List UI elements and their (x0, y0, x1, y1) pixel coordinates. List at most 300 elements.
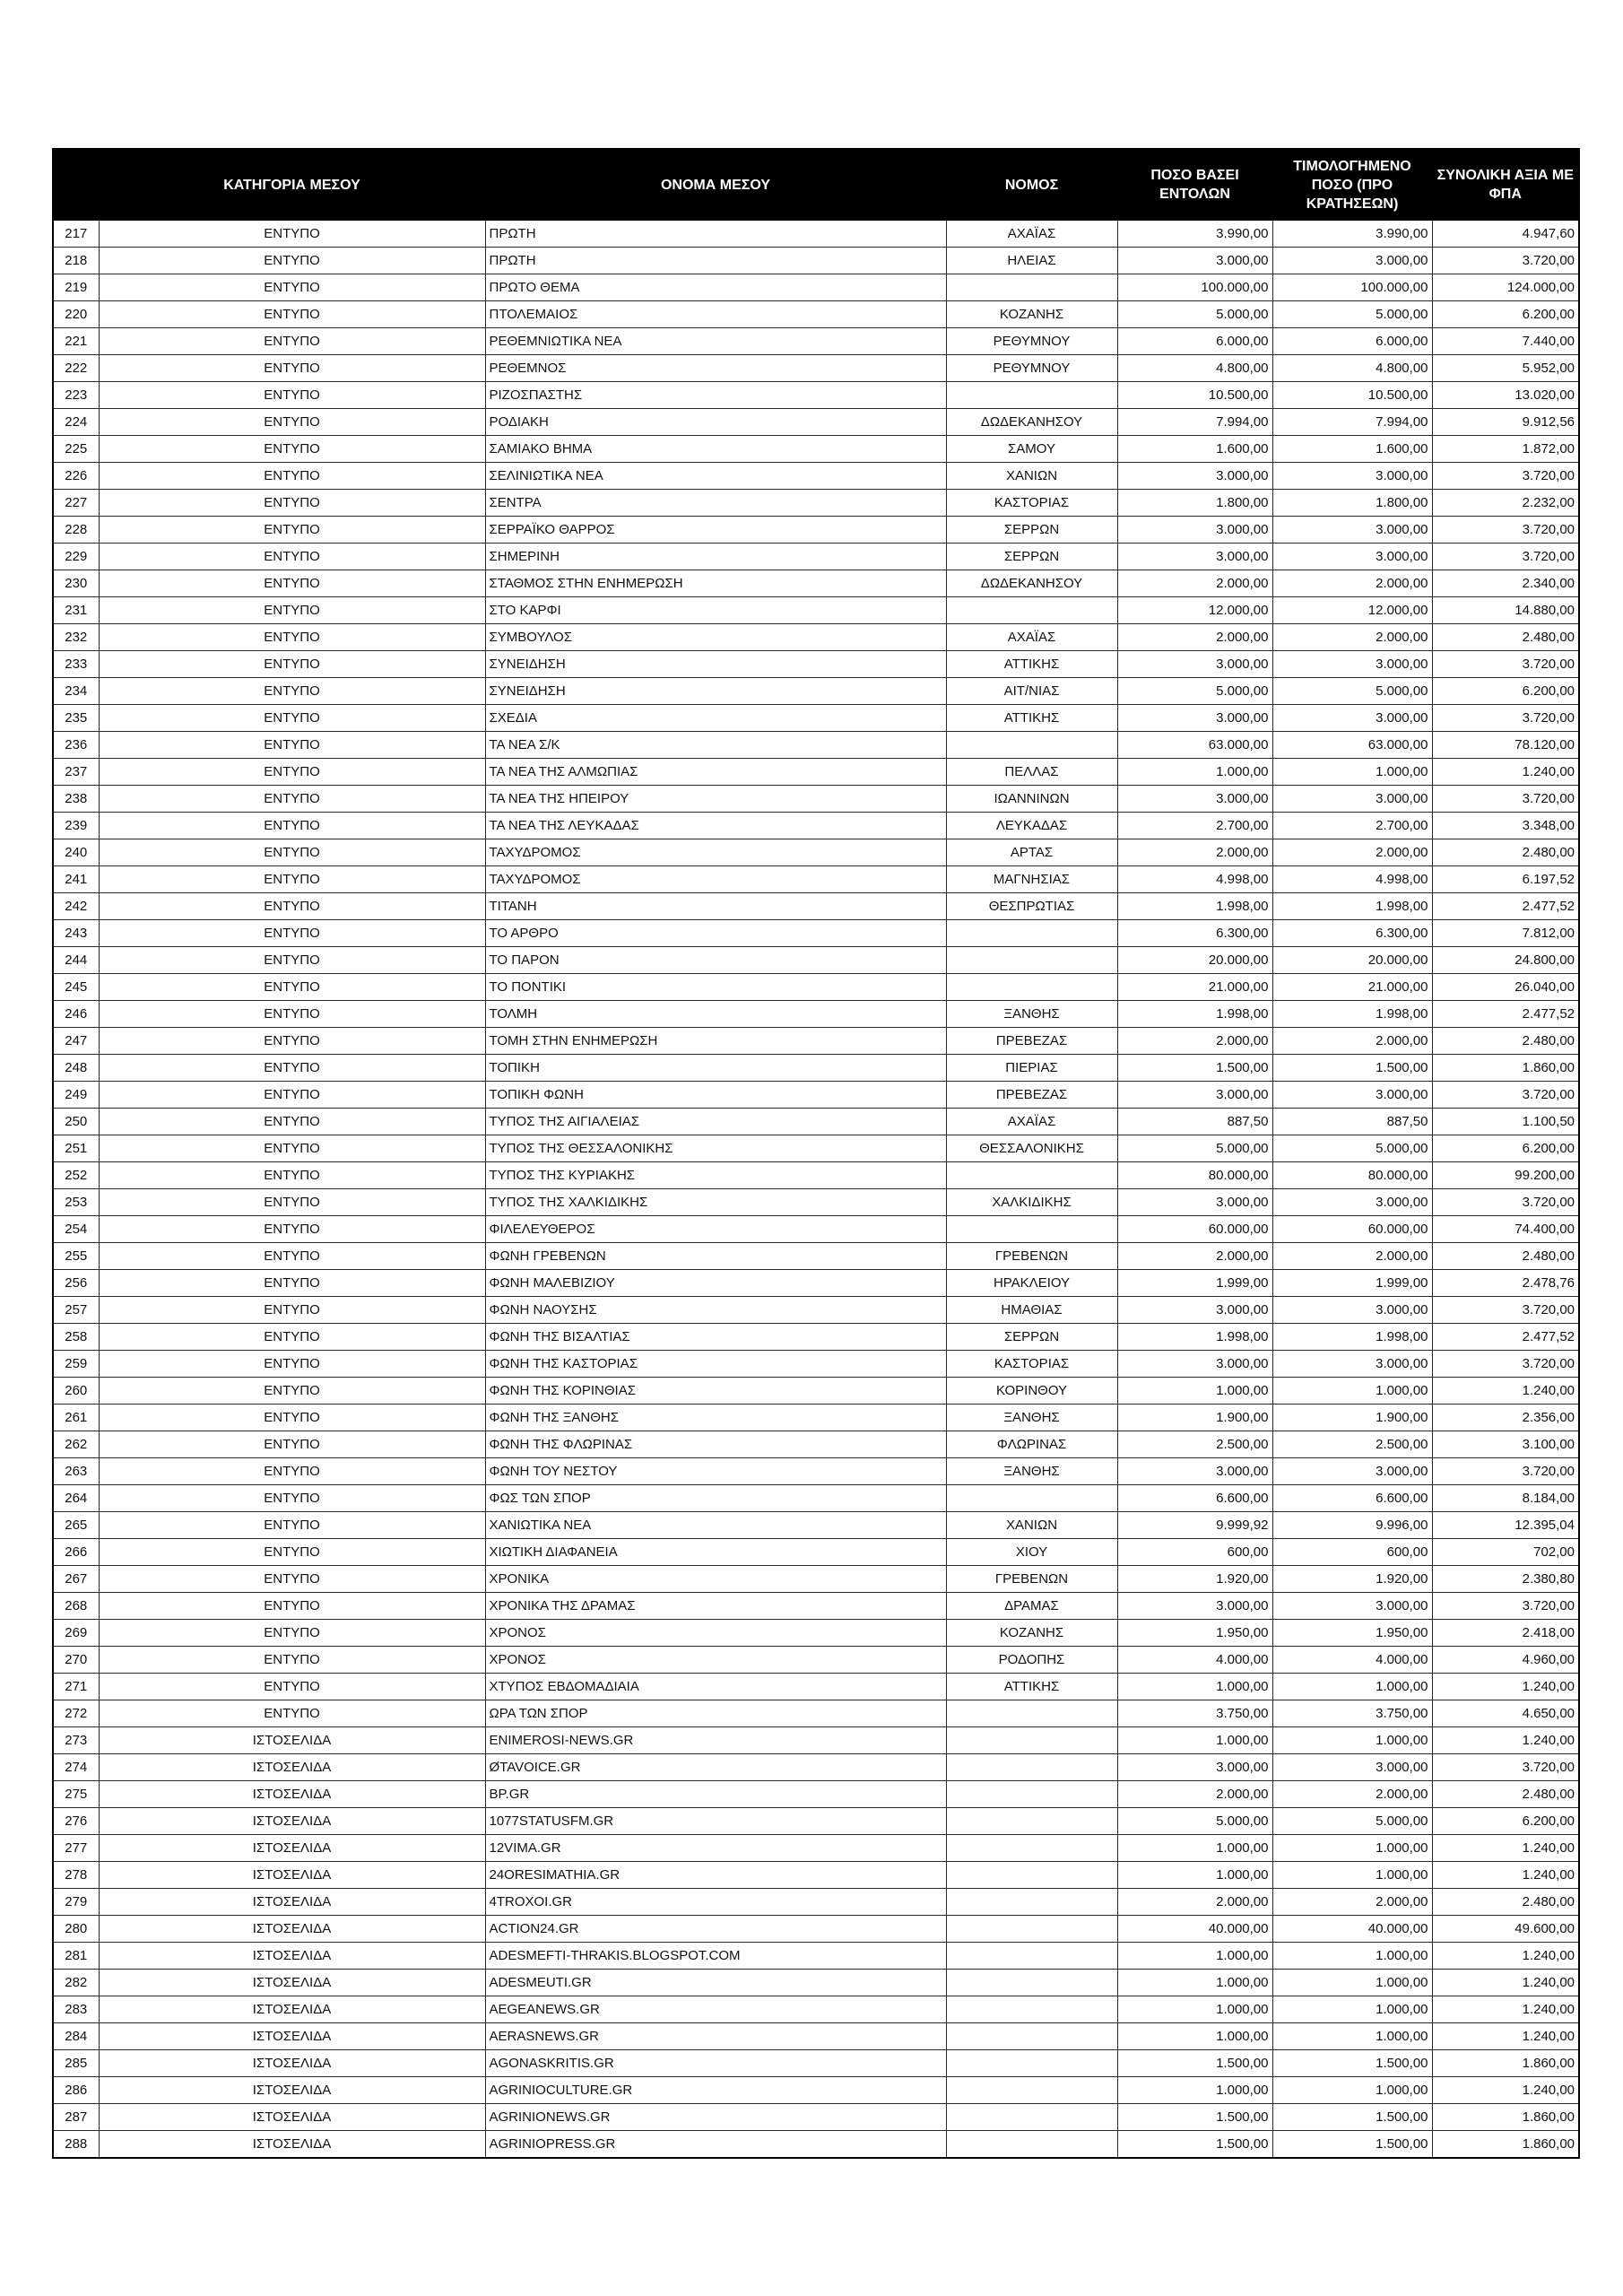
cell-row-number: 281 (53, 1943, 99, 1970)
cell-prefecture (946, 2077, 1117, 2104)
table-row (53, 1405, 1579, 1431)
cell-prefecture: ΛΕΥΚΑΔΑΣ (946, 813, 1117, 839)
cell-amount-orders: 6.300,00 (1117, 920, 1272, 947)
cell-category: ΕΝΤΥΠΟ (99, 1674, 485, 1700)
cell-amount-invoiced: 5.000,00 (1272, 1135, 1432, 1162)
cell-category: ΙΣΤΟΣΕΛΙΔΑ (99, 2104, 485, 2131)
cell-amount-invoiced: 1.000,00 (1272, 1378, 1432, 1405)
cell-category: ΕΝΤΥΠΟ (99, 409, 485, 436)
cell-amount-invoiced: 4.800,00 (1272, 355, 1432, 382)
cell-amount-orders: 60.000,00 (1117, 1216, 1272, 1243)
cell-prefecture: ΠΡΕΒΕΖΑΣ (946, 1082, 1117, 1109)
cell-amount-orders: 10.500,00 (1117, 382, 1272, 409)
cell-amount-orders: 1.998,00 (1117, 893, 1272, 920)
cell-media-name: ΧΙΩΤΙΚΗ ΔΙΑΦΑΝΕΙΑ (485, 1539, 946, 1566)
cell-media-name: ADESMEFTI-THRAKIS.BLOGSPOT.COM (485, 1943, 946, 1970)
cell-amount-orders: 1.500,00 (1117, 2104, 1272, 2131)
table-row (53, 1458, 1579, 1485)
cell-amount-orders: 3.000,00 (1117, 1458, 1272, 1485)
cell-amount-invoiced: 21.000,00 (1272, 974, 1432, 1001)
cell-row-number: 280 (53, 1916, 99, 1943)
cell-amount-invoiced: 3.000,00 (1272, 786, 1432, 813)
cell-row-number: 279 (53, 1889, 99, 1916)
cell-category: ΕΝΤΥΠΟ (99, 1512, 485, 1539)
table-row (53, 920, 1579, 947)
cell-category: ΕΝΤΥΠΟ (99, 1324, 485, 1351)
cell-amount-invoiced: 2.000,00 (1272, 1028, 1432, 1055)
cell-amount-orders: 3.000,00 (1117, 1754, 1272, 1781)
cell-media-name: ΣΑΜΙΑΚΟ ΒΗΜΑ (485, 436, 946, 463)
cell-amount-orders: 1.950,00 (1117, 1620, 1272, 1647)
cell-amount-orders: 9.999,92 (1117, 1512, 1272, 1539)
cell-media-name: AEGEANEWS.GR (485, 1996, 946, 2023)
cell-total-vat: 2.232,00 (1432, 490, 1579, 517)
cell-media-name: ΦΩΝΗ ΤΗΣ ΚΑΣΤΟΡΙΑΣ (485, 1351, 946, 1378)
cell-amount-orders: 4.000,00 (1117, 1647, 1272, 1674)
cell-amount-orders: 1.000,00 (1117, 1835, 1272, 1862)
cell-amount-invoiced: 2.000,00 (1272, 624, 1432, 651)
cell-category: ΕΝΤΥΠΟ (99, 570, 485, 597)
table-row (53, 1566, 1579, 1593)
cell-amount-orders: 63.000,00 (1117, 732, 1272, 759)
cell-prefecture: ΧΙΟΥ (946, 1539, 1117, 1566)
cell-media-name: ΣΕΝΤΡΑ (485, 490, 946, 517)
table-row (53, 1082, 1579, 1109)
cell-media-name: ΧΑΝΙΩΤΙΚΑ ΝΕΑ (485, 1512, 946, 1539)
table-row (53, 490, 1579, 517)
cell-prefecture: ΗΡΑΚΛΕΙΟΥ (946, 1270, 1117, 1297)
cell-amount-orders: 3.000,00 (1117, 1593, 1272, 1620)
cell-amount-invoiced: 1.999,00 (1272, 1270, 1432, 1297)
cell-amount-invoiced: 1.500,00 (1272, 1055, 1432, 1082)
cell-prefecture (946, 382, 1117, 409)
cell-media-name: ΣΥΝΕΙΔΗΣΗ (485, 678, 946, 705)
cell-row-number: 277 (53, 1835, 99, 1862)
cell-total-vat: 3.720,00 (1432, 651, 1579, 678)
cell-amount-orders: 3.000,00 (1117, 651, 1272, 678)
cell-media-name: ΤΑ ΝΕΑ Σ/Κ (485, 732, 946, 759)
cell-media-name: BP.GR (485, 1781, 946, 1808)
cell-category: ΕΝΤΥΠΟ (99, 705, 485, 732)
cell-category: ΕΝΤΥΠΟ (99, 1162, 485, 1189)
cell-category: ΕΝΤΥΠΟ (99, 1485, 485, 1512)
cell-amount-orders: 1.000,00 (1117, 1943, 1272, 1970)
cell-media-name: ΧΡΟΝΟΣ (485, 1620, 946, 1647)
table-row (53, 301, 1579, 328)
cell-amount-invoiced: 60.000,00 (1272, 1216, 1432, 1243)
cell-row-number: 268 (53, 1593, 99, 1620)
cell-row-number: 234 (53, 678, 99, 705)
cell-category: ΙΣΤΟΣΕΛΙΔΑ (99, 1889, 485, 1916)
cell-row-number: 267 (53, 1566, 99, 1593)
cell-category: ΕΝΤΥΠΟ (99, 1135, 485, 1162)
cell-amount-orders: 2.000,00 (1117, 624, 1272, 651)
cell-media-name: ACTION24.GR (485, 1916, 946, 1943)
cell-amount-orders: 5.000,00 (1117, 678, 1272, 705)
cell-amount-orders: 2.000,00 (1117, 1781, 1272, 1808)
cell-total-vat: 1.100,50 (1432, 1109, 1579, 1135)
cell-amount-invoiced: 1.900,00 (1272, 1405, 1432, 1431)
header-prefecture: ΝΟΜΟΣ (946, 149, 1117, 221)
cell-row-number: 278 (53, 1862, 99, 1889)
table-row (53, 732, 1579, 759)
cell-total-vat: 7.812,00 (1432, 920, 1579, 947)
cell-amount-invoiced: 3.000,00 (1272, 1351, 1432, 1378)
cell-total-vat: 49.600,00 (1432, 1916, 1579, 1943)
table-body (53, 221, 1579, 2159)
table-row (53, 328, 1579, 355)
cell-prefecture: ΣΑΜΟΥ (946, 436, 1117, 463)
cell-total-vat: 1.240,00 (1432, 1378, 1579, 1405)
table-row (53, 1512, 1579, 1539)
cell-amount-orders: 2.000,00 (1117, 839, 1272, 866)
cell-prefecture (946, 1216, 1117, 1243)
cell-row-number: 276 (53, 1808, 99, 1835)
cell-category: ΕΝΤΥΠΟ (99, 1539, 485, 1566)
cell-amount-orders: 4.800,00 (1117, 355, 1272, 382)
cell-category: ΙΣΤΟΣΕΛΙΔΑ (99, 2023, 485, 2050)
table-row (53, 1727, 1579, 1754)
cell-prefecture (946, 1781, 1117, 1808)
cell-prefecture (946, 1727, 1117, 1754)
cell-media-name: ΤΟΠΙΚΗ (485, 1055, 946, 1082)
cell-total-vat: 3.720,00 (1432, 517, 1579, 544)
table-row (53, 382, 1579, 409)
cell-row-number: 244 (53, 947, 99, 974)
cell-prefecture: ΘΕΣΠΡΩΤΙΑΣ (946, 893, 1117, 920)
cell-row-number: 247 (53, 1028, 99, 1055)
cell-prefecture: ΚΟΡΙΝΘΟΥ (946, 1378, 1117, 1405)
cell-amount-orders: 600,00 (1117, 1539, 1272, 1566)
cell-category: ΙΣΤΟΣΕΛΙΔΑ (99, 1727, 485, 1754)
cell-total-vat: 6.200,00 (1432, 301, 1579, 328)
cell-row-number: 265 (53, 1512, 99, 1539)
cell-media-name: AGRINIOPRESS.GR (485, 2131, 946, 2159)
cell-media-name: ΤΥΠΟΣ ΤΗΣ ΧΑΛΚΙΔΙΚΗΣ (485, 1189, 946, 1216)
cell-prefecture: ΠΙΕΡΙΑΣ (946, 1055, 1117, 1082)
cell-row-number: 218 (53, 248, 99, 274)
cell-category: ΕΝΤΥΠΟ (99, 1216, 485, 1243)
cell-row-number: 274 (53, 1754, 99, 1781)
cell-total-vat: 6.200,00 (1432, 1135, 1579, 1162)
cell-category: ΕΝΤΥΠΟ (99, 1566, 485, 1593)
cell-amount-orders: 1.900,00 (1117, 1405, 1272, 1431)
cell-row-number: 219 (53, 274, 99, 301)
cell-amount-orders: 1.000,00 (1117, 1727, 1272, 1754)
cell-row-number: 222 (53, 355, 99, 382)
cell-prefecture (946, 1889, 1117, 1916)
cell-amount-orders: 3.000,00 (1117, 544, 1272, 570)
table-row (53, 1001, 1579, 1028)
cell-amount-invoiced: 3.750,00 (1272, 1700, 1432, 1727)
cell-row-number: 250 (53, 1109, 99, 1135)
cell-media-name: ΣΕΛΙΝΙΩΤΙΚΑ ΝΕΑ (485, 463, 946, 490)
cell-prefecture: ΠΕΛΛΑΣ (946, 759, 1117, 786)
cell-amount-invoiced: 6.600,00 (1272, 1485, 1432, 1512)
cell-total-vat: 1.240,00 (1432, 1996, 1579, 2023)
cell-prefecture (946, 1162, 1117, 1189)
cell-total-vat: 1.860,00 (1432, 2050, 1579, 2077)
cell-media-name: ΡΕΘΕΜΝΟΣ (485, 355, 946, 382)
header-row (53, 149, 1579, 221)
cell-amount-orders: 1.998,00 (1117, 1001, 1272, 1028)
table-row (53, 1297, 1579, 1324)
table-row (53, 1485, 1579, 1512)
cell-category: ΕΝΤΥΠΟ (99, 328, 485, 355)
table-row (53, 1135, 1579, 1162)
cell-amount-orders: 2.000,00 (1117, 1028, 1272, 1055)
cell-category: ΕΝΤΥΠΟ (99, 1001, 485, 1028)
table-row (53, 1189, 1579, 1216)
cell-category: ΕΝΤΥΠΟ (99, 651, 485, 678)
cell-media-name: ΡΟΔΙΑΚΗ (485, 409, 946, 436)
cell-prefecture: ΗΜΑΘΙΑΣ (946, 1297, 1117, 1324)
cell-category: ΕΝΤΥΠΟ (99, 544, 485, 570)
cell-amount-orders: 3.990,00 (1117, 221, 1272, 248)
cell-media-name: ΦΩΝΗ ΤΗΣ ΞΑΝΘΗΣ (485, 1405, 946, 1431)
cell-row-number: 239 (53, 813, 99, 839)
cell-media-name: ΤΑ ΝΕΑ ΤΗΣ ΑΛΜΩΠΙΑΣ (485, 759, 946, 786)
cell-amount-orders: 3.000,00 (1117, 463, 1272, 490)
cell-media-name: ΦΩΝΗ ΤΟΥ ΝΕΣΤΟΥ (485, 1458, 946, 1485)
table-row (53, 1593, 1579, 1620)
cell-amount-invoiced: 3.000,00 (1272, 248, 1432, 274)
cell-category: ΙΣΤΟΣΕΛΙΔΑ (99, 1862, 485, 1889)
cell-row-number: 237 (53, 759, 99, 786)
table-row (53, 813, 1579, 839)
table-row (53, 866, 1579, 893)
cell-amount-orders: 1.000,00 (1117, 1378, 1272, 1405)
cell-amount-invoiced: 1.000,00 (1272, 1996, 1432, 2023)
cell-row-number: 253 (53, 1189, 99, 1216)
cell-row-number: 241 (53, 866, 99, 893)
cell-total-vat: 3.348,00 (1432, 813, 1579, 839)
cell-category: ΕΝΤΥΠΟ (99, 974, 485, 1001)
cell-total-vat: 2.480,00 (1432, 624, 1579, 651)
cell-amount-invoiced: 2.000,00 (1272, 570, 1432, 597)
cell-media-name: ΤΑ ΝΕΑ ΤΗΣ ΛΕΥΚΑΔΑΣ (485, 813, 946, 839)
cell-amount-invoiced: 6.300,00 (1272, 920, 1432, 947)
table-row (53, 1324, 1579, 1351)
cell-prefecture: ΧΑΛΚΙΔΙΚΗΣ (946, 1189, 1117, 1216)
cell-prefecture (946, 2023, 1117, 2050)
cell-row-number: 220 (53, 301, 99, 328)
cell-media-name: 4TROXOI.GR (485, 1889, 946, 1916)
cell-media-name: ΦΙΛΕΛΕΥΘΕΡΟΣ (485, 1216, 946, 1243)
table-row (53, 786, 1579, 813)
table-row (53, 678, 1579, 705)
cell-row-number: 227 (53, 490, 99, 517)
cell-media-name: ΦΩΝΗ ΝΑΟΥΣΗΣ (485, 1297, 946, 1324)
cell-total-vat: 8.184,00 (1432, 1485, 1579, 1512)
table-row (53, 1243, 1579, 1270)
header-media-name: ΟΝΟΜΑ ΜΕΣΟΥ (485, 149, 946, 221)
cell-category: ΙΣΤΟΣΕΛΙΔΑ (99, 2077, 485, 2104)
cell-row-number: 221 (53, 328, 99, 355)
cell-prefecture: ΣΕΡΡΩΝ (946, 544, 1117, 570)
cell-total-vat: 13.020,00 (1432, 382, 1579, 409)
cell-total-vat: 3.720,00 (1432, 248, 1579, 274)
cell-prefecture: ΧΑΝΙΩΝ (946, 1512, 1117, 1539)
cell-row-number: 275 (53, 1781, 99, 1808)
cell-amount-invoiced: 3.000,00 (1272, 1297, 1432, 1324)
cell-total-vat: 1.240,00 (1432, 1943, 1579, 1970)
cell-media-name: ΣΕΡΡΑΪΚΟ ΘΑΡΡΟΣ (485, 517, 946, 544)
cell-amount-invoiced: 1.000,00 (1272, 2023, 1432, 2050)
cell-category: ΕΝΤΥΠΟ (99, 1243, 485, 1270)
table-row (53, 2104, 1579, 2131)
cell-media-name: 1077STATUSFM.GR (485, 1808, 946, 1835)
header-row-number (53, 149, 99, 221)
cell-amount-invoiced: 5.000,00 (1272, 301, 1432, 328)
cell-prefecture: ΑΤΤΙΚΗΣ (946, 651, 1117, 678)
cell-amount-invoiced: 20.000,00 (1272, 947, 1432, 974)
cell-total-vat: 3.720,00 (1432, 705, 1579, 732)
cell-category: ΙΣΤΟΣΕΛΙΔΑ (99, 1996, 485, 2023)
cell-media-name: ΤΙΤΑΝΗ (485, 893, 946, 920)
cell-amount-orders: 5.000,00 (1117, 301, 1272, 328)
cell-total-vat: 2.380,80 (1432, 1566, 1579, 1593)
table-row (53, 1216, 1579, 1243)
cell-row-number: 217 (53, 221, 99, 248)
table-row (53, 1674, 1579, 1700)
cell-row-number: 282 (53, 1970, 99, 1996)
cell-row-number: 270 (53, 1647, 99, 1674)
table-row (53, 2131, 1579, 2159)
cell-category: ΕΝΤΥΠΟ (99, 248, 485, 274)
cell-media-name: ΤΑ ΝΕΑ ΤΗΣ ΗΠΕΙΡΟΥ (485, 786, 946, 813)
cell-prefecture: ΡΕΘΥΜΝΟΥ (946, 328, 1117, 355)
cell-media-name: ΧΡΟΝΟΣ (485, 1647, 946, 1674)
cell-total-vat: 1.860,00 (1432, 2131, 1579, 2159)
cell-amount-invoiced: 3.000,00 (1272, 1189, 1432, 1216)
cell-row-number: 243 (53, 920, 99, 947)
cell-row-number: 258 (53, 1324, 99, 1351)
table-row (53, 544, 1579, 570)
cell-prefecture (946, 732, 1117, 759)
cell-amount-invoiced: 3.000,00 (1272, 463, 1432, 490)
table-row (53, 517, 1579, 544)
cell-category: ΕΝΤΥΠΟ (99, 1055, 485, 1082)
cell-category: ΙΣΤΟΣΕΛΙΔΑ (99, 1970, 485, 1996)
table-row (53, 1781, 1579, 1808)
cell-amount-invoiced: 3.000,00 (1272, 705, 1432, 732)
cell-amount-orders: 12.000,00 (1117, 597, 1272, 624)
cell-category: ΕΝΤΥΠΟ (99, 355, 485, 382)
cell-category: ΕΝΤΥΠΟ (99, 597, 485, 624)
cell-total-vat: 124.000,00 (1432, 274, 1579, 301)
cell-media-name: ΣΗΜΕΡΙΝΗ (485, 544, 946, 570)
cell-row-number: 264 (53, 1485, 99, 1512)
cell-total-vat: 6.197,52 (1432, 866, 1579, 893)
cell-prefecture (946, 274, 1117, 301)
cell-prefecture (946, 1700, 1117, 1727)
cell-category: ΕΝΤΥΠΟ (99, 436, 485, 463)
cell-row-number: 223 (53, 382, 99, 409)
cell-amount-invoiced: 4.998,00 (1272, 866, 1432, 893)
cell-amount-invoiced: 1.500,00 (1272, 2104, 1432, 2131)
cell-prefecture: ΑΡΤΑΣ (946, 839, 1117, 866)
cell-media-name: ΤΥΠΟΣ ΤΗΣ ΚΥΡΙΑΚΗΣ (485, 1162, 946, 1189)
cell-prefecture (946, 2131, 1117, 2159)
cell-amount-orders: 7.994,00 (1117, 409, 1272, 436)
cell-total-vat: 3.720,00 (1432, 1754, 1579, 1781)
cell-media-name: AGONASKRITIS.GR (485, 2050, 946, 2077)
cell-amount-invoiced: 1.000,00 (1272, 1835, 1432, 1862)
cell-media-name: AGRINIONEWS.GR (485, 2104, 946, 2131)
cell-prefecture: ΚΟΖΑΝΗΣ (946, 301, 1117, 328)
cell-media-name: ΦΩΝΗ ΤΗΣ ΦΛΩΡΙΝΑΣ (485, 1431, 946, 1458)
cell-media-name: ENIMEROSI-NEWS.GR (485, 1727, 946, 1754)
cell-amount-invoiced: 1.998,00 (1272, 1001, 1432, 1028)
table-row (53, 1109, 1579, 1135)
cell-row-number: 259 (53, 1351, 99, 1378)
cell-category: ΙΣΤΟΣΕΛΙΔΑ (99, 1916, 485, 1943)
table-row (53, 624, 1579, 651)
cell-media-name: ΤΥΠΟΣ ΤΗΣ ΘΕΣΣΑΛΟΝΙΚΗΣ (485, 1135, 946, 1162)
cell-amount-orders: 3.000,00 (1117, 1189, 1272, 1216)
cell-media-name: ΤΑΧΥΔΡΟΜΟΣ (485, 866, 946, 893)
cell-category: ΕΝΤΥΠΟ (99, 301, 485, 328)
cell-amount-invoiced: 10.500,00 (1272, 382, 1432, 409)
cell-total-vat: 2.477,52 (1432, 1001, 1579, 1028)
table-row (53, 974, 1579, 1001)
cell-media-name: ØTAVOICE.GR (485, 1754, 946, 1781)
cell-amount-orders: 1.000,00 (1117, 1862, 1272, 1889)
cell-media-name: ΦΩΝΗ ΓΡΕΒΕΝΩΝ (485, 1243, 946, 1270)
cell-category: ΕΝΤΥΠΟ (99, 678, 485, 705)
cell-total-vat: 2.477,52 (1432, 1324, 1579, 1351)
cell-amount-invoiced: 887,50 (1272, 1109, 1432, 1135)
cell-total-vat: 3.720,00 (1432, 463, 1579, 490)
cell-amount-orders: 1.000,00 (1117, 1996, 1272, 2023)
cell-total-vat: 2.480,00 (1432, 1028, 1579, 1055)
table-row (53, 839, 1579, 866)
cell-row-number: 248 (53, 1055, 99, 1082)
cell-row-number: 230 (53, 570, 99, 597)
cell-total-vat: 12.395,04 (1432, 1512, 1579, 1539)
cell-amount-orders: 1.500,00 (1117, 1055, 1272, 1082)
cell-total-vat: 1.240,00 (1432, 1970, 1579, 1996)
table-row (53, 1862, 1579, 1889)
cell-category: ΕΝΤΥΠΟ (99, 1109, 485, 1135)
cell-amount-invoiced: 1.000,00 (1272, 1943, 1432, 1970)
cell-row-number: 235 (53, 705, 99, 732)
cell-amount-orders: 1.000,00 (1117, 1970, 1272, 1996)
table-header (53, 149, 1579, 221)
table-row (53, 1996, 1579, 2023)
cell-total-vat: 1.240,00 (1432, 1835, 1579, 1862)
cell-prefecture: ΔΡΑΜΑΣ (946, 1593, 1117, 1620)
cell-amount-invoiced: 100.000,00 (1272, 274, 1432, 301)
cell-category: ΕΝΤΥΠΟ (99, 1647, 485, 1674)
header-amount-orders: ΠΟΣΟ ΒΑΣΕΙ ΕΝΤΟΛΩΝ (1117, 149, 1272, 221)
cell-amount-orders: 4.998,00 (1117, 866, 1272, 893)
cell-amount-orders: 1.999,00 (1117, 1270, 1272, 1297)
cell-prefecture (946, 920, 1117, 947)
cell-prefecture: ΗΛΕΙΑΣ (946, 248, 1117, 274)
cell-row-number: 283 (53, 1996, 99, 2023)
cell-category: ΕΝΤΥΠΟ (99, 1028, 485, 1055)
cell-row-number: 252 (53, 1162, 99, 1189)
cell-category: ΕΝΤΥΠΟ (99, 866, 485, 893)
table-row (53, 1889, 1579, 1916)
cell-prefecture (946, 597, 1117, 624)
cell-category: ΕΝΤΥΠΟ (99, 947, 485, 974)
table-row (53, 759, 1579, 786)
cell-category: ΕΝΤΥΠΟ (99, 1082, 485, 1109)
table-row (53, 1270, 1579, 1297)
